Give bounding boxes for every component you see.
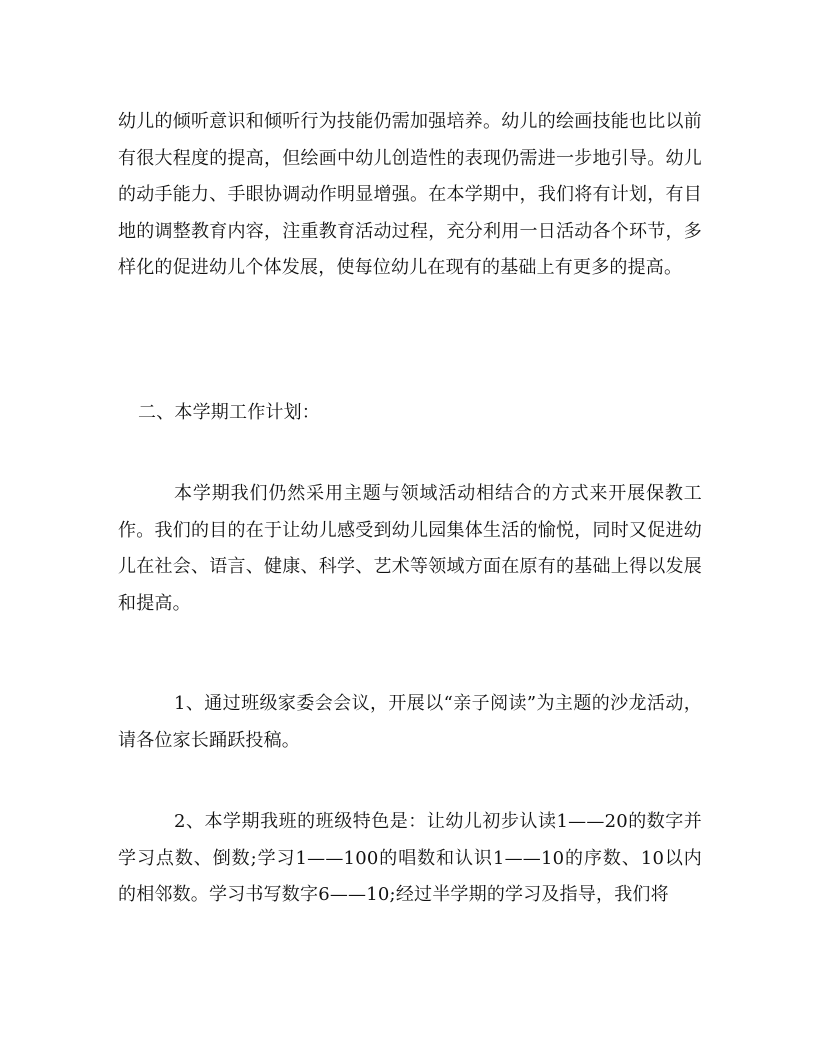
section-heading-work-plan: 二、本学期工作计划：	[138, 402, 320, 423]
list-item-parent-committee: 1、通过班级家委会会议，开展以“亲子阅读”为主题的沙龙活动，请各位家长踊跃投稿。	[118, 693, 702, 751]
list-item-class-feature: 2、本学期我班的班级特色是：让幼儿初步认读1——20的数字并学习点数、倒数;学习1——100的唱数和认识1——10的序数、10以内的相邻数。学习书写数字6——10;经过半学期的学习及指导，我们将	[118, 811, 702, 905]
paragraph-semester-approach: 本学期我们仍然采用主题与领域活动相结合的方式来开展保教工作。我们的目的在于让幼儿感受到幼儿园集体生活的愉悦，同时又促进幼儿在社会、语言、健康、科学、艺术等领域方面在原有的基础上得以发展和提高。	[118, 483, 702, 614]
paragraph-child-skills-summary: 幼儿的倾听意识和倾听行为技能仍需加强培养。幼儿的绘画技能也比以前有很大程度的提高，但绘画中幼儿创造性的表现仍需进一步地引导。幼儿的动手能力、手眼协调动作明显增强。在本学期中，我们将有计划，有目地的调整教育内容，注重教育活动过程，充分利用一日活动各个环节，多样化的促进幼儿个体发展，使每位幼儿在现有的基础上有更多的提高。	[118, 111, 702, 278]
